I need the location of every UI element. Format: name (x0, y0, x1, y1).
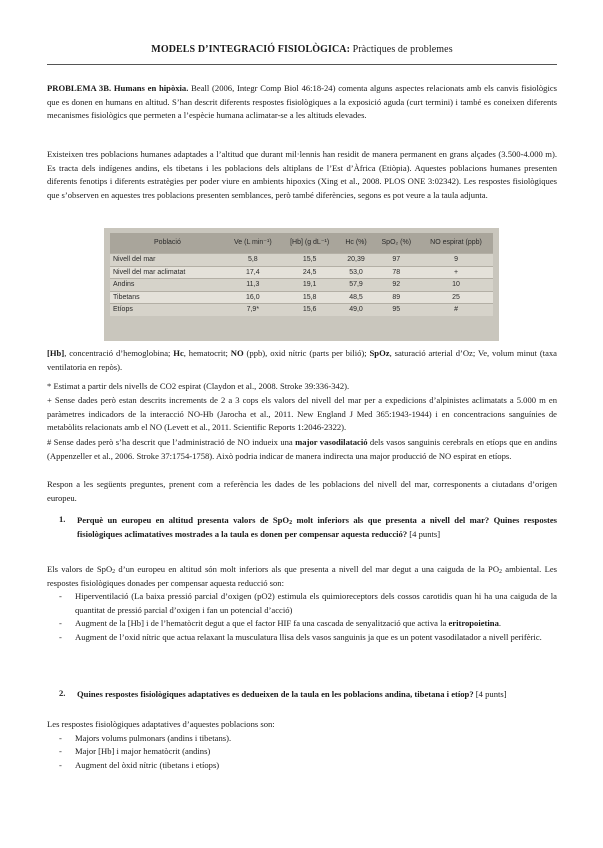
footnote-text: dels vasos sanguinis cerebrals en etíops que en andins (Appenzeller et al., 2006. Stroke 37:1754-1758). Això podria indicar de manera indirecta una major producció de NO espirat en etíops. (47, 437, 557, 461)
table-cell: 17,4 (225, 266, 281, 279)
legend-text: , concentració d’hemoglobina; (64, 348, 174, 358)
subscript: 2 (289, 520, 293, 526)
problem-intro-text: Beall (2006, Integr Comp Biol 46:18-24) comenta alguns aspectes relacionats amb els canvis fisiològics que es donen en humans en altitud. S’han descrit diferents respostes fisiològiques a la exposició aguda (curt termini) i també es coneixen diferents mecanismes fisiològics que permeten a l’espècie humana aclimatar-se a les altituds elevades. (47, 83, 557, 120)
table-header: NO espirat (ppb) (419, 233, 493, 254)
table-cell: 97 (374, 254, 420, 267)
table-cell: 25 (419, 291, 493, 304)
answer-text: ambiental. Les respostes fisiològiques donades per compensar aquesta reducció son: (47, 564, 557, 588)
table-cell: 9 (419, 254, 493, 267)
legend-term: [Hb] (47, 348, 65, 358)
legend-term: NO (230, 348, 244, 358)
table-header: [Hb] (g dL⁻¹) (281, 233, 339, 254)
footnote-text: # Sense dades però s’ha descrit que l’administració de NO indueix una (47, 437, 296, 447)
instructions-text: Respon a les següents preguntes, prenent com a referència les dades de les poblacions del nivell del mar, corresponents a ciutadans d’origen europeu. (47, 479, 557, 503)
question-number: 1. (59, 514, 66, 524)
table-cell: 15,8 (281, 291, 339, 304)
table-cell: 24,5 (281, 266, 339, 279)
answer-1 (47, 563, 557, 644)
table-cell: 49,0 (339, 304, 374, 316)
table-cell: 16,0 (225, 291, 281, 304)
table-cell: Nivell del mar (110, 254, 225, 267)
table-cell: Tibetans (110, 291, 225, 304)
footnote-text: * Estimat a partir dels nivells de CO2 espirat (Claydon et al., 2008. Stroke 39:336-342). (47, 381, 350, 391)
table-cell: 57,9 (339, 279, 374, 292)
question-number: 2. (59, 688, 66, 698)
table-header: SpO₂ (%) (374, 233, 420, 254)
table-cell: 48,5 (339, 291, 374, 304)
table-cell: Andins (110, 279, 225, 292)
header-subtitle: Pràctiques de problemes (350, 44, 453, 55)
list-item-text: . (498, 618, 502, 628)
table-header: Hc (%) (339, 233, 374, 254)
population-table (110, 233, 493, 316)
table-legend (47, 347, 557, 374)
table-cell: 78 (374, 266, 420, 279)
table-cell: 53,0 (339, 266, 374, 279)
legend-text: , saturació arterial d’Oz; Ve, volum minut (taxa ventilatoria en repòs). (47, 348, 557, 372)
table-cell: # (419, 304, 493, 316)
question-text: Quines respostes fisiològiques adaptatives es dedueixen de la taula en les poblacions andina, tibetana i etíop? (77, 689, 474, 699)
answer-text: d’un europeu en altitud són molt inferiors als que presenta a nivell del mar degut a una caiguda de la PO (115, 564, 500, 574)
table-cell: 19,1 (281, 279, 339, 292)
table-cell: 7,9* (225, 304, 281, 316)
answer-text: Les respostes fisiològiques adaptatives d’aquestes poblacions son: (47, 719, 275, 729)
answer-1-list (47, 590, 557, 644)
header-rule (47, 64, 557, 65)
list-item-text: Augment de la [Hb] i de l’hematòcrit degut a que el factor HIF fa una cascada de senyalització que activa la (75, 618, 449, 628)
list-item: - Augment del òxid nítric (tibetans i etíops) (47, 759, 557, 773)
table-row (110, 279, 493, 292)
legend-text: , hematocrit; (183, 348, 231, 358)
subscript: 2 (499, 569, 503, 575)
question-2 (47, 688, 557, 718)
problem-title: PROBLEMA 3B. Humans en hipòxia. (47, 83, 189, 93)
table-row (110, 304, 493, 316)
list-item: - Majors volums pulmonars (andins i tibetans). (47, 732, 557, 746)
table-cell: Nivell del mar aclimatat (110, 266, 225, 279)
data-table-image (104, 228, 499, 341)
question-1 (47, 514, 557, 556)
table-cell: 11,3 (225, 279, 281, 292)
subscript: 2 (112, 569, 116, 575)
answer-text: Els valors de SpO (47, 564, 113, 574)
footnote-emphasis: major vasodilatació (295, 437, 368, 447)
problem-paragraph-2 (47, 148, 557, 202)
paragraph-2-text: Existeixen tres poblacions humanes adaptades a l’altitud que durant mil·lennis han residit de manera permanent en grans alçades (3.500-4.000 m). Es tracta dels indígenes andins, els tibetans i les poblacions dels altiplans de l’Est d’Àfrica (Etiòpia). Aquestes poblacions humanes presenten diferents fenotips i diferents estratègies per poder viure en ambients hipoxics (Xing et al., 2008. PLOS ONE 3:02342). Les respostes fisiològiques que s’observen en aquestes tres poblacions presenten semblances, però també diferències, segons es pot veure a la taula adjunta. (47, 149, 557, 200)
legend-text: (ppb), oxid nítric (parts per bilió); (243, 348, 370, 358)
header-title: MODELS D’INTEGRACIÓ FISIOLÒGICA: (151, 44, 351, 55)
answer-2 (47, 718, 557, 772)
table-cell: + (419, 266, 493, 279)
table-cell: 15,5 (281, 254, 339, 267)
table-header: Població (110, 233, 225, 254)
table-cell: 92 (374, 279, 420, 292)
list-item (47, 617, 557, 631)
question-text: Perquè un europeu en altitud presenta valors de SpO (77, 515, 290, 525)
list-item: - Major [Hb] i major hematòcrit (andins) (47, 745, 557, 759)
table-cell: Etíops (110, 304, 225, 316)
footnote-text: + Sense dades però estan descrits increments de 2 a 3 cops els valors del nivell del mar per a expedicions d’alpinistes aclimatats a 5.000 m en paràmetres indicadors de la interacció NO-Hb (Jarocha et al., 2011. New England J Med 365:1943-1944) i en concentracions sanguínies de metabòlits relacionats amb el NO (Levett et al., 2011. Scientific Reports 1:2046-2322). (47, 395, 557, 432)
footnote-1 (47, 380, 557, 394)
answer-2-list (47, 732, 557, 773)
question-points: [4 punts] (407, 528, 441, 539)
problem-intro (47, 82, 557, 123)
footnote-2 (47, 394, 557, 435)
table-cell: 89 (374, 291, 420, 304)
page-header (47, 44, 557, 55)
table-row (110, 291, 493, 304)
table-cell: 10 (419, 279, 493, 292)
legend-term: Hc (173, 348, 184, 358)
question-points: [4 punts] (473, 689, 507, 699)
table-cell: 5,8 (225, 254, 281, 267)
list-item: - Augment de l’oxid nítric que actua relaxant la musculatura llisa dels vasos sanguinis ja que es un potent vasodilatador a nivell perifèric. (47, 631, 557, 645)
question-text: molt inferiors als que presenta a nivell del mar? Quines respostes fisiològiques aclimatatives mostrades a la taula es donen per compensar aquesta reducció? (77, 515, 557, 539)
legend-term: SpOz (369, 348, 390, 358)
table-cell: 15,6 (281, 304, 339, 316)
instructions (47, 478, 557, 505)
table-row (110, 254, 493, 267)
table-row (110, 266, 493, 279)
list-item-emphasis: eritropoietina (448, 618, 499, 628)
table-header: Ve (L min⁻¹) (225, 233, 281, 254)
footnote-3 (47, 436, 557, 463)
table-cell: 20,39 (339, 254, 374, 267)
list-item: - Hiperventilació (La baixa pressió parcial d’oxigen (pO2) estimula els quimioreceptors dels cossos carotidis quan hi ha una caiguda de la quantitat de pressió parcial d’oxigen i fan un potencial d’acció) (47, 590, 557, 617)
table-cell: 95 (374, 304, 420, 316)
table-header-row (110, 233, 493, 254)
